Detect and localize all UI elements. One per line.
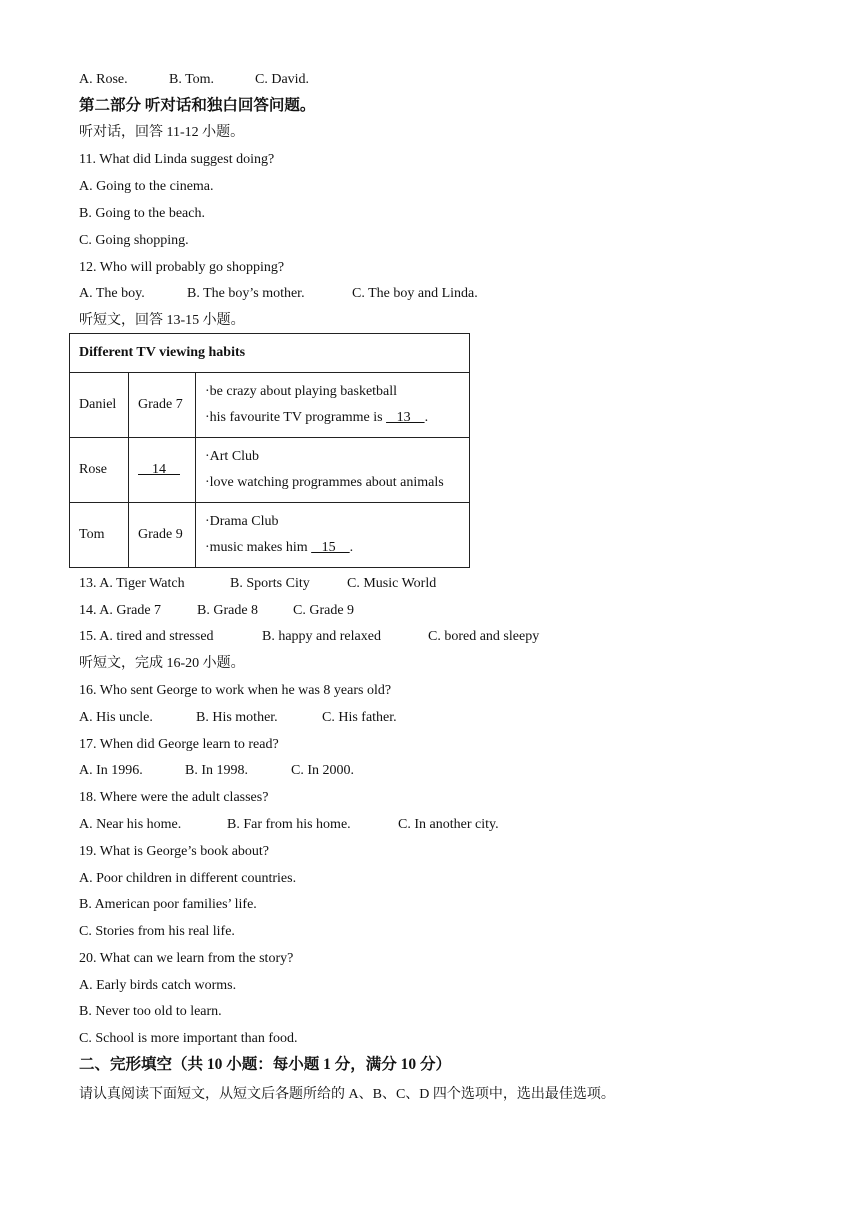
- option-c: C. The boy and Linda.: [352, 286, 478, 301]
- q19-option-a: A. Poor children in different countries.: [79, 871, 297, 886]
- option-b: B. His mother.: [196, 710, 278, 725]
- option-a: A. Rose.: [79, 72, 128, 87]
- student-notes: [196, 373, 470, 438]
- table-row: [70, 503, 470, 568]
- student-name: Rose: [70, 438, 129, 503]
- q12-stem: 12. Who will probably go shopping?: [79, 260, 285, 275]
- q19-stem: 19. What is George’s book about?: [79, 844, 270, 859]
- student-notes: [196, 503, 470, 568]
- option-a: 14. A. Grade 7: [79, 603, 162, 618]
- option-b: B. happy and relaxed: [262, 629, 381, 644]
- option-b: B. In 1998.: [185, 763, 248, 778]
- q11-stem: 11. What did Linda suggest doing?: [79, 152, 275, 167]
- q18-options: [79, 816, 499, 834]
- option-a: A. In 1996.: [79, 763, 143, 778]
- q20-option-c: C. School is more important than food.: [79, 1031, 298, 1046]
- note-text: ·his favourite TV programme is: [205, 410, 387, 425]
- passage2-instruction: 听短文，完成 16-20 小题。: [79, 656, 245, 671]
- q14-options: [79, 602, 354, 620]
- section2-heading: 二、完形填空（共 10 小题：每小题 1 分，满分 10 分）: [79, 1056, 452, 1073]
- note-line-1: ·Drama Club: [205, 514, 279, 529]
- student-grade: Grade 9: [129, 503, 196, 568]
- option-c: C. In another city.: [398, 817, 499, 832]
- dialog-instruction: 听对话，回答 11-12 小题。: [79, 125, 245, 140]
- note-line-2: [205, 535, 460, 561]
- option-c: C. Music World: [347, 576, 437, 591]
- option-b: B. Far from his home.: [227, 817, 351, 832]
- q16-options: [79, 709, 397, 727]
- q15-options: [79, 628, 539, 646]
- answer-blank-14: 14: [138, 462, 180, 477]
- tv-habits-table: [69, 333, 470, 568]
- q19-option-c: C. Stories from his real life.: [79, 924, 235, 939]
- student-grade: Grade 7: [129, 373, 196, 438]
- answer-blank-13: 13: [386, 410, 425, 425]
- option-c: C. In 2000.: [291, 763, 354, 778]
- option-c: C. His father.: [322, 710, 397, 725]
- table-title: Different TV viewing habits: [70, 334, 470, 373]
- options-row-10: [79, 71, 309, 89]
- student-grade: [129, 438, 196, 503]
- answer-blank-15: 15: [311, 540, 350, 555]
- option-a: A. Near his home.: [79, 817, 182, 832]
- note-line-2: ·love watching programmes about animals: [205, 475, 444, 490]
- q17-options: [79, 762, 354, 780]
- q12-options: [79, 285, 478, 303]
- q20-option-a: A. Early birds catch worms.: [79, 978, 237, 993]
- table-row: [70, 373, 470, 438]
- q18-stem: 18. Where were the adult classes?: [79, 790, 269, 805]
- q11-option-c: C. Going shopping.: [79, 233, 189, 248]
- student-name: Daniel: [70, 373, 129, 438]
- q11-option-a: A. Going to the cinema.: [79, 179, 214, 194]
- option-c: C. David.: [255, 72, 310, 87]
- table-title-row: [70, 334, 470, 373]
- note-text: ·music makes him: [205, 540, 312, 555]
- option-c: C. Grade 9: [293, 603, 355, 618]
- option-b: B. Grade 8: [197, 603, 259, 618]
- q13-options: [79, 575, 436, 593]
- option-a: A. The boy.: [79, 286, 145, 301]
- note-end: .: [424, 410, 429, 425]
- table-row: [70, 438, 470, 503]
- note-line-1: ·Art Club: [205, 449, 260, 464]
- student-name: Tom: [70, 503, 129, 568]
- note-line-1: ·be crazy about playing basketball: [205, 384, 398, 399]
- option-a: 15. A. tired and stressed: [79, 629, 214, 644]
- option-b: B. The boy’s mother.: [187, 286, 305, 301]
- option-b: B. Tom.: [169, 72, 215, 87]
- q17-stem: 17. When did George learn to read?: [79, 737, 279, 752]
- option-b: B. Sports City: [230, 576, 310, 591]
- student-notes: [196, 438, 470, 503]
- option-c: C. bored and sleepy: [428, 629, 540, 644]
- note-end: .: [349, 540, 354, 555]
- note-line-2: [205, 405, 460, 431]
- part2-heading: 第二部分 听对话和独白回答问题。: [79, 97, 316, 114]
- option-a: A. His uncle.: [79, 710, 153, 725]
- passage1-instruction: 听短文，回答 13-15 小题。: [79, 313, 245, 328]
- q19-option-b: B. American poor families’ life.: [79, 897, 257, 912]
- q16-stem: 16. Who sent George to work when he was 8 years old?: [79, 683, 392, 698]
- q20-option-b: B. Never too old to learn.: [79, 1004, 222, 1019]
- option-a: 13. A. Tiger Watch: [79, 576, 185, 591]
- q20-stem: 20. What can we learn from the story?: [79, 951, 294, 966]
- q11-option-b: B. Going to the beach.: [79, 206, 205, 221]
- section2-instruction: 请认真阅读下面短文，从短文后各题所给的 A、B、C、D 四个选项中，选出最佳选项。: [79, 1087, 615, 1102]
